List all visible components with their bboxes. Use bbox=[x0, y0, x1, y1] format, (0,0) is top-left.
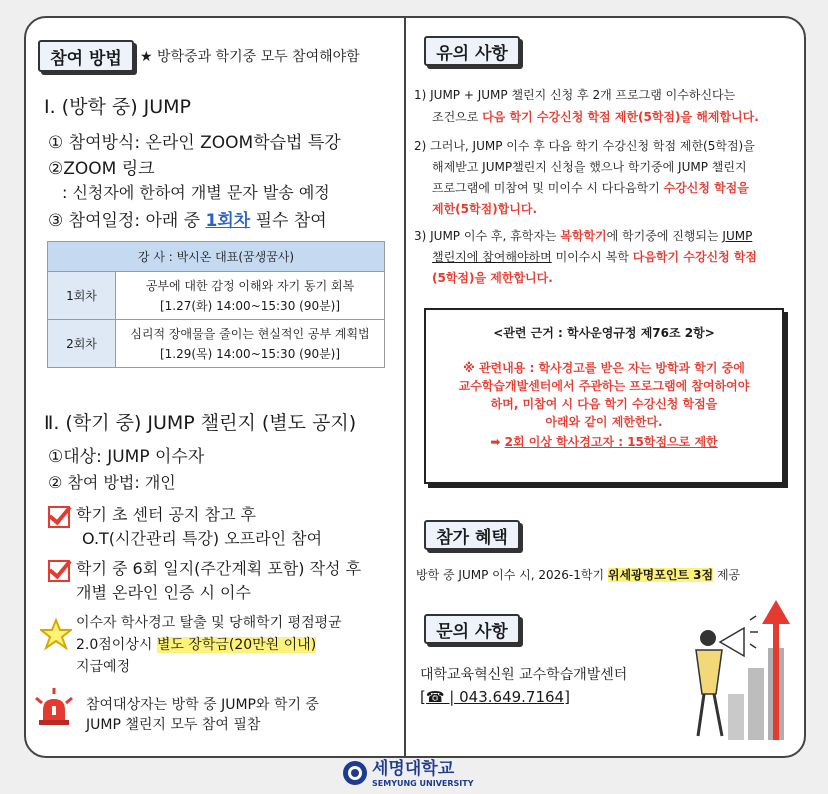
note3-red1: 복학학기 bbox=[560, 229, 607, 243]
benefit-highlight: 위세광명포인트 3점 bbox=[607, 568, 714, 582]
check2-line2: 개별 온라인 인증 시 이수 bbox=[76, 583, 251, 602]
note2-line4: 제한(5학점)합니다. bbox=[432, 202, 538, 216]
table-header: 강 사 : 박시온 대표(꿈생꿈사) bbox=[48, 242, 385, 272]
method-note: ★ 방학중과 학기중 모두 참여해야함 bbox=[140, 49, 360, 65]
table-row bbox=[48, 320, 385, 368]
regulation-line1: ※ 관련내용 : 학사경고를 받은 자는 방학과 학기 중에 bbox=[463, 361, 745, 375]
benefit-prefix: 방학 중 JUMP 이수 시, 2026-1학기 bbox=[416, 568, 608, 582]
note3-mid2: 미이수시 복학 bbox=[551, 250, 633, 264]
caution-tag: 유의 사항 bbox=[424, 36, 520, 66]
checkbox-icon bbox=[48, 560, 70, 582]
row-desc bbox=[116, 320, 385, 368]
regulation-box bbox=[424, 308, 784, 484]
regulation-line4: 아래와 같이 제한한다. bbox=[545, 415, 663, 429]
row-time: [1.27(화) 14:00~15:30 (90분)] bbox=[159, 298, 341, 313]
regulation-line3: 하며, 미참여 시 다음 학기 수강신청 학점을 bbox=[490, 397, 718, 411]
section1-item1: ① 참여방식: 온라인 ZOOM학습법 특강 bbox=[48, 133, 341, 153]
note1-prefix: 조건으로 bbox=[432, 110, 483, 124]
scholarship-prefix: 2.0점이상시 bbox=[76, 637, 157, 653]
alert-line2: JUMP 챌린지 모두 참여 필참 bbox=[86, 717, 261, 733]
regulation-line5-wrap bbox=[426, 433, 782, 451]
scholarship-line2 bbox=[76, 634, 316, 654]
section1-item2: ②ZOOM 링크 bbox=[48, 159, 155, 179]
section2-title: Ⅱ. (학기 중) JUMP 챌린지 (별도 공지) bbox=[44, 412, 357, 434]
check2-line1: 학기 중 6회 일지(주간계획 포함) 작성 후 bbox=[76, 559, 362, 578]
contact-phone: [☎ | 043.649.7164] bbox=[420, 688, 570, 706]
benefit-tag: 참가 혜택 bbox=[424, 520, 520, 550]
note2-line1: 2) 그러나, JUMP 이수 후 다음 학기 수강신청 학점 제한(5학점)을 bbox=[414, 139, 755, 153]
arrow-right-icon: ➡ bbox=[490, 435, 501, 449]
note2-line3 bbox=[414, 178, 755, 199]
method-tag: 참여 방법 bbox=[38, 40, 134, 72]
section1-item3 bbox=[48, 206, 327, 231]
university-name-kr: 세명대학교 bbox=[372, 759, 455, 779]
check1-line1: 학기 초 센터 공지 참고 후 bbox=[76, 505, 256, 524]
section2-item2: ② 참여 방법: 개인 bbox=[48, 473, 176, 492]
row-label: 1회차 bbox=[48, 272, 116, 320]
note-2 bbox=[414, 136, 755, 220]
row-desc bbox=[116, 272, 385, 320]
note-1 bbox=[414, 84, 759, 128]
note3-mid: 에 학기중에 진행되는 bbox=[606, 229, 723, 243]
benefit-text bbox=[416, 566, 740, 583]
note3-prefix: 3) JUMP 이수 후, 휴학자는 bbox=[414, 229, 561, 243]
university-emblem-icon bbox=[342, 760, 368, 786]
university-name-en: SEMYUNG UNIVERSITY bbox=[372, 779, 474, 788]
star-icon bbox=[40, 618, 72, 650]
contact-tag: 문의 사항 bbox=[424, 614, 520, 644]
item3-prefix: ③ 참여일정: 아래 중 bbox=[48, 211, 206, 231]
note3-line1 bbox=[414, 226, 757, 247]
check1-line2: O.T(시간관리 특강) 오프라인 참여 bbox=[82, 529, 323, 548]
session1-link: 1회차 bbox=[205, 211, 251, 231]
section2-item1: ①대상: JUMP 이수자 bbox=[48, 447, 205, 467]
note3-red2: 다음학기 수강신청 학점 bbox=[632, 250, 758, 264]
note2-line2: 해제받고 JUMP챌린지 신청을 했으나 학기중에 JUMP 챌린지 bbox=[432, 160, 747, 174]
table-row bbox=[48, 272, 385, 320]
benefit-suffix: 제공 bbox=[713, 568, 741, 582]
section1-title: Ⅰ. (방학 중) JUMP bbox=[44, 96, 192, 118]
regulation-title: <관련 근거 : 학사운영규정 제76조 2항> bbox=[493, 326, 715, 340]
item3-suffix: 필수 참여 bbox=[250, 211, 327, 231]
scholarship-line3: 지급예정 bbox=[76, 659, 131, 675]
note2-red: 수강신청 학점을 bbox=[663, 181, 749, 195]
note3-underline1: JUMP bbox=[722, 229, 753, 243]
row-title: 심리적 장애물을 줄이는 현실적인 공부 계획법 bbox=[130, 326, 370, 341]
regulation-line2: 교수학습개발센터에서 주관하는 프로그램에 참여하여야 bbox=[458, 379, 750, 393]
regulation-body bbox=[426, 359, 782, 451]
siren-icon bbox=[30, 686, 78, 726]
row-label: 2회차 bbox=[48, 320, 116, 368]
megaphone-person-illustration bbox=[668, 598, 806, 742]
scholarship-highlight: 별도 장학금(20만원 이내) bbox=[156, 637, 317, 653]
note-3 bbox=[414, 226, 757, 289]
note2-prefix: 프로그램에 미참여 및 미이수 시 다다음학기 bbox=[432, 181, 664, 195]
row-title: 공부에 대한 감정 이해와 자기 동기 회복 bbox=[145, 278, 355, 293]
note1-line1: 1) JUMP + JUMP 챌린지 신청 후 2개 프로그램 이수하신다는 bbox=[414, 88, 736, 102]
row-time: [1.29(목) 14:00~15:30 (90분)] bbox=[159, 346, 341, 361]
alert-line1: 참여대상자는 방학 중 JUMP와 학기 중 bbox=[86, 697, 319, 713]
note1-line2 bbox=[414, 106, 759, 128]
scholarship-line1: 이수자 학사경고 탈출 및 당해학기 평점평균 bbox=[76, 615, 342, 631]
note1-red: 다음 학기 수강신청 학점 제한(5학점)을 해제합니다. bbox=[482, 110, 759, 124]
regulation-line5: 2회 이상 학사경고자 : 15학점으로 제한 bbox=[504, 435, 718, 449]
contact-org: 대학교육혁신원 교수학습개발센터 bbox=[420, 667, 628, 683]
schedule-table bbox=[47, 241, 385, 368]
column-divider bbox=[404, 18, 406, 756]
note3-line3: (5학점)을 제한합니다. bbox=[432, 271, 553, 285]
section1-item2-sub: : 신청자에 한하여 개별 문자 발송 예정 bbox=[62, 183, 330, 202]
note3-underline2: 챌린지에 참여해야하며 bbox=[432, 250, 552, 264]
checkbox-icon bbox=[48, 506, 70, 528]
note3-line2 bbox=[414, 247, 757, 268]
